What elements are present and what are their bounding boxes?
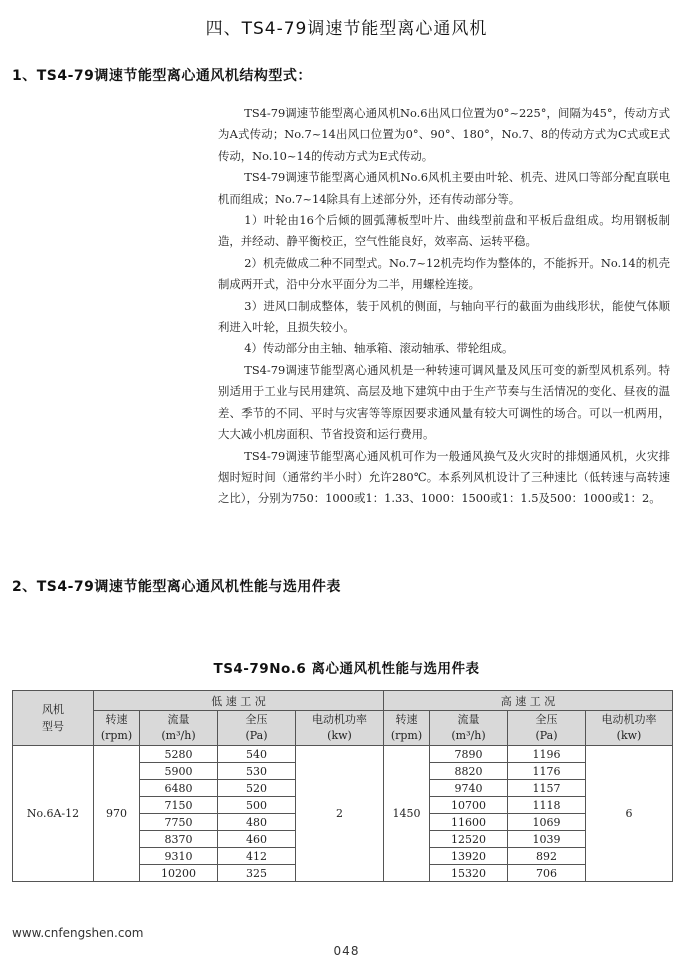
header-high-speed: 转速 (rpm) — [384, 711, 430, 746]
cell-high-pressure: 892 — [508, 848, 586, 865]
cell-high-pressure: 1157 — [508, 780, 586, 797]
paragraph: 1）叶轮由16个后倾的圆弧薄板型叶片、曲线型前盘和平板后盘组成。均用钢板制造，并经动、静平衡校正，空气性能良好，效率高、运转平稳。 — [218, 213, 670, 249]
cell-low-flow: 9310 — [140, 848, 218, 865]
cell-high-pressure: 706 — [508, 865, 586, 882]
paragraph: 3）进风口制成整体，装于风机的侧面，与轴向平行的截面为曲线形状，能使气体顺利进入叶轮，且损失较小。 — [218, 298, 670, 335]
paragraph: TS4-79调速节能型离心通风机是一种转速可调风量及风压可变的新型风机系列。特别适用于工业与民用建筑、高层及地下建筑中由于生产节奏与生活情况的变化、昼夜的温差、季节的不同、平时与灾害等等原因要求通风量有较大可调性的场合。可以一机两用，大大减小机房面积、节省投资和运行费用。 — [218, 362, 670, 442]
paragraph: TS4-79调速节能型离心通风机可作为一般通风换气及火灾时的排烟通风机，火灾排烟时短时间（通常约半小时）允许280℃。本系列风机设计了三种速比（低转速与高转速之比），分别为750：1000或1：1.33、1000：1500或1：1.5及500：1000或1：2。 — [218, 448, 670, 506]
cell-high-flow: 7890 — [430, 746, 508, 763]
cell-low-flow: 6480 — [140, 780, 218, 797]
cell-high-flow: 10700 — [430, 797, 508, 814]
cell-high-flow: 15320 — [430, 865, 508, 882]
cell-high-speed: 1450 — [384, 746, 430, 882]
paragraph: TS4-79调速节能型离心通风机No.6出风口位置为0°~225°，间隔为45°，传动方式为A式传动；No.7~14出风口位置为0°、90°、180°，No.7、8的传动方式为C式或E式传动，No.10~14的传动方式为E式传动。 — [218, 106, 670, 163]
header-high-flow: 流量 (m³/h) — [430, 711, 508, 746]
cell-high-flow: 11600 — [430, 814, 508, 831]
cell-low-flow: 5900 — [140, 763, 218, 780]
cell-low-speed: 970 — [94, 746, 140, 882]
header-low-flow: 流量 (m³/h) — [140, 711, 218, 746]
header-high-speed-group: 高 速 工 况 — [384, 691, 673, 711]
cell-low-pressure: 500 — [218, 797, 296, 814]
table-row — [13, 746, 673, 763]
body-text — [218, 103, 670, 510]
header-low-pressure: 全压 (Pa) — [218, 711, 296, 746]
cell-high-pressure: 1118 — [508, 797, 586, 814]
cell-high-power: 6 — [586, 746, 673, 882]
page-number: 048 — [333, 944, 360, 958]
header-high-pressure: 全压 (Pa) — [508, 711, 586, 746]
cell-low-pressure: 412 — [218, 848, 296, 865]
cell-low-pressure: 540 — [218, 746, 296, 763]
cell-high-pressure: 1039 — [508, 831, 586, 848]
header-high-power: 电动机功率 (kw) — [586, 711, 673, 746]
performance-table — [12, 690, 673, 882]
cell-low-pressure: 460 — [218, 831, 296, 848]
paragraph: 2）机壳做成二种不同型式。No.7~12机壳均作为整体的，不能拆开。No.14的机壳制成两开式，沿中分水平面分为二半，用螺栓连接。 — [218, 255, 670, 292]
cell-high-pressure: 1196 — [508, 746, 586, 763]
header-low-power: 电动机功率 (kw) — [296, 711, 384, 746]
header-model: 风机 型号 — [13, 691, 94, 746]
cell-high-flow: 9740 — [430, 780, 508, 797]
cell-low-flow: 5280 — [140, 746, 218, 763]
page-title: 四、TS4-79调速节能型离心通风机 — [205, 19, 488, 39]
cell-high-pressure: 1069 — [508, 814, 586, 831]
section-heading-performance: 2、TS4-79调速节能型离心通风机性能与选用件表 — [12, 579, 341, 595]
cell-low-pressure: 480 — [218, 814, 296, 831]
website-url[interactable]: www.cnfengshen.com — [12, 926, 144, 940]
cell-low-pressure: 530 — [218, 763, 296, 780]
paragraph: 4）传动部分由主轴、轴承箱、滚动轴承、带轮组成。 — [244, 341, 514, 356]
cell-low-flow: 10200 — [140, 865, 218, 882]
cell-high-pressure: 1176 — [508, 763, 586, 780]
cell-low-pressure: 325 — [218, 865, 296, 882]
header-low-speed-group: 低 速 工 况 — [94, 691, 384, 711]
header-low-speed: 转速 (rpm) — [94, 711, 140, 746]
table-title: TS4-79No.6 离心通风机性能与选用件表 — [213, 661, 480, 677]
cell-model: No.6A-12 — [13, 746, 94, 882]
cell-low-flow: 7150 — [140, 797, 218, 814]
cell-low-pressure: 520 — [218, 780, 296, 797]
cell-high-flow: 12520 — [430, 831, 508, 848]
cell-high-flow: 8820 — [430, 763, 508, 780]
cell-high-flow: 13920 — [430, 848, 508, 865]
paragraph: TS4-79调速节能型离心通风机No.6风机主要由叶轮、机壳、进风口等部分配直联电机而组成；No.7~14除具有上述部分外，还有传动部分等。 — [218, 170, 670, 206]
cell-low-power: 2 — [296, 746, 384, 882]
section-heading-structure: 1、TS4-79调速节能型离心通风机结构型式： — [12, 68, 312, 84]
cell-low-flow: 8370 — [140, 831, 218, 848]
cell-low-flow: 7750 — [140, 814, 218, 831]
